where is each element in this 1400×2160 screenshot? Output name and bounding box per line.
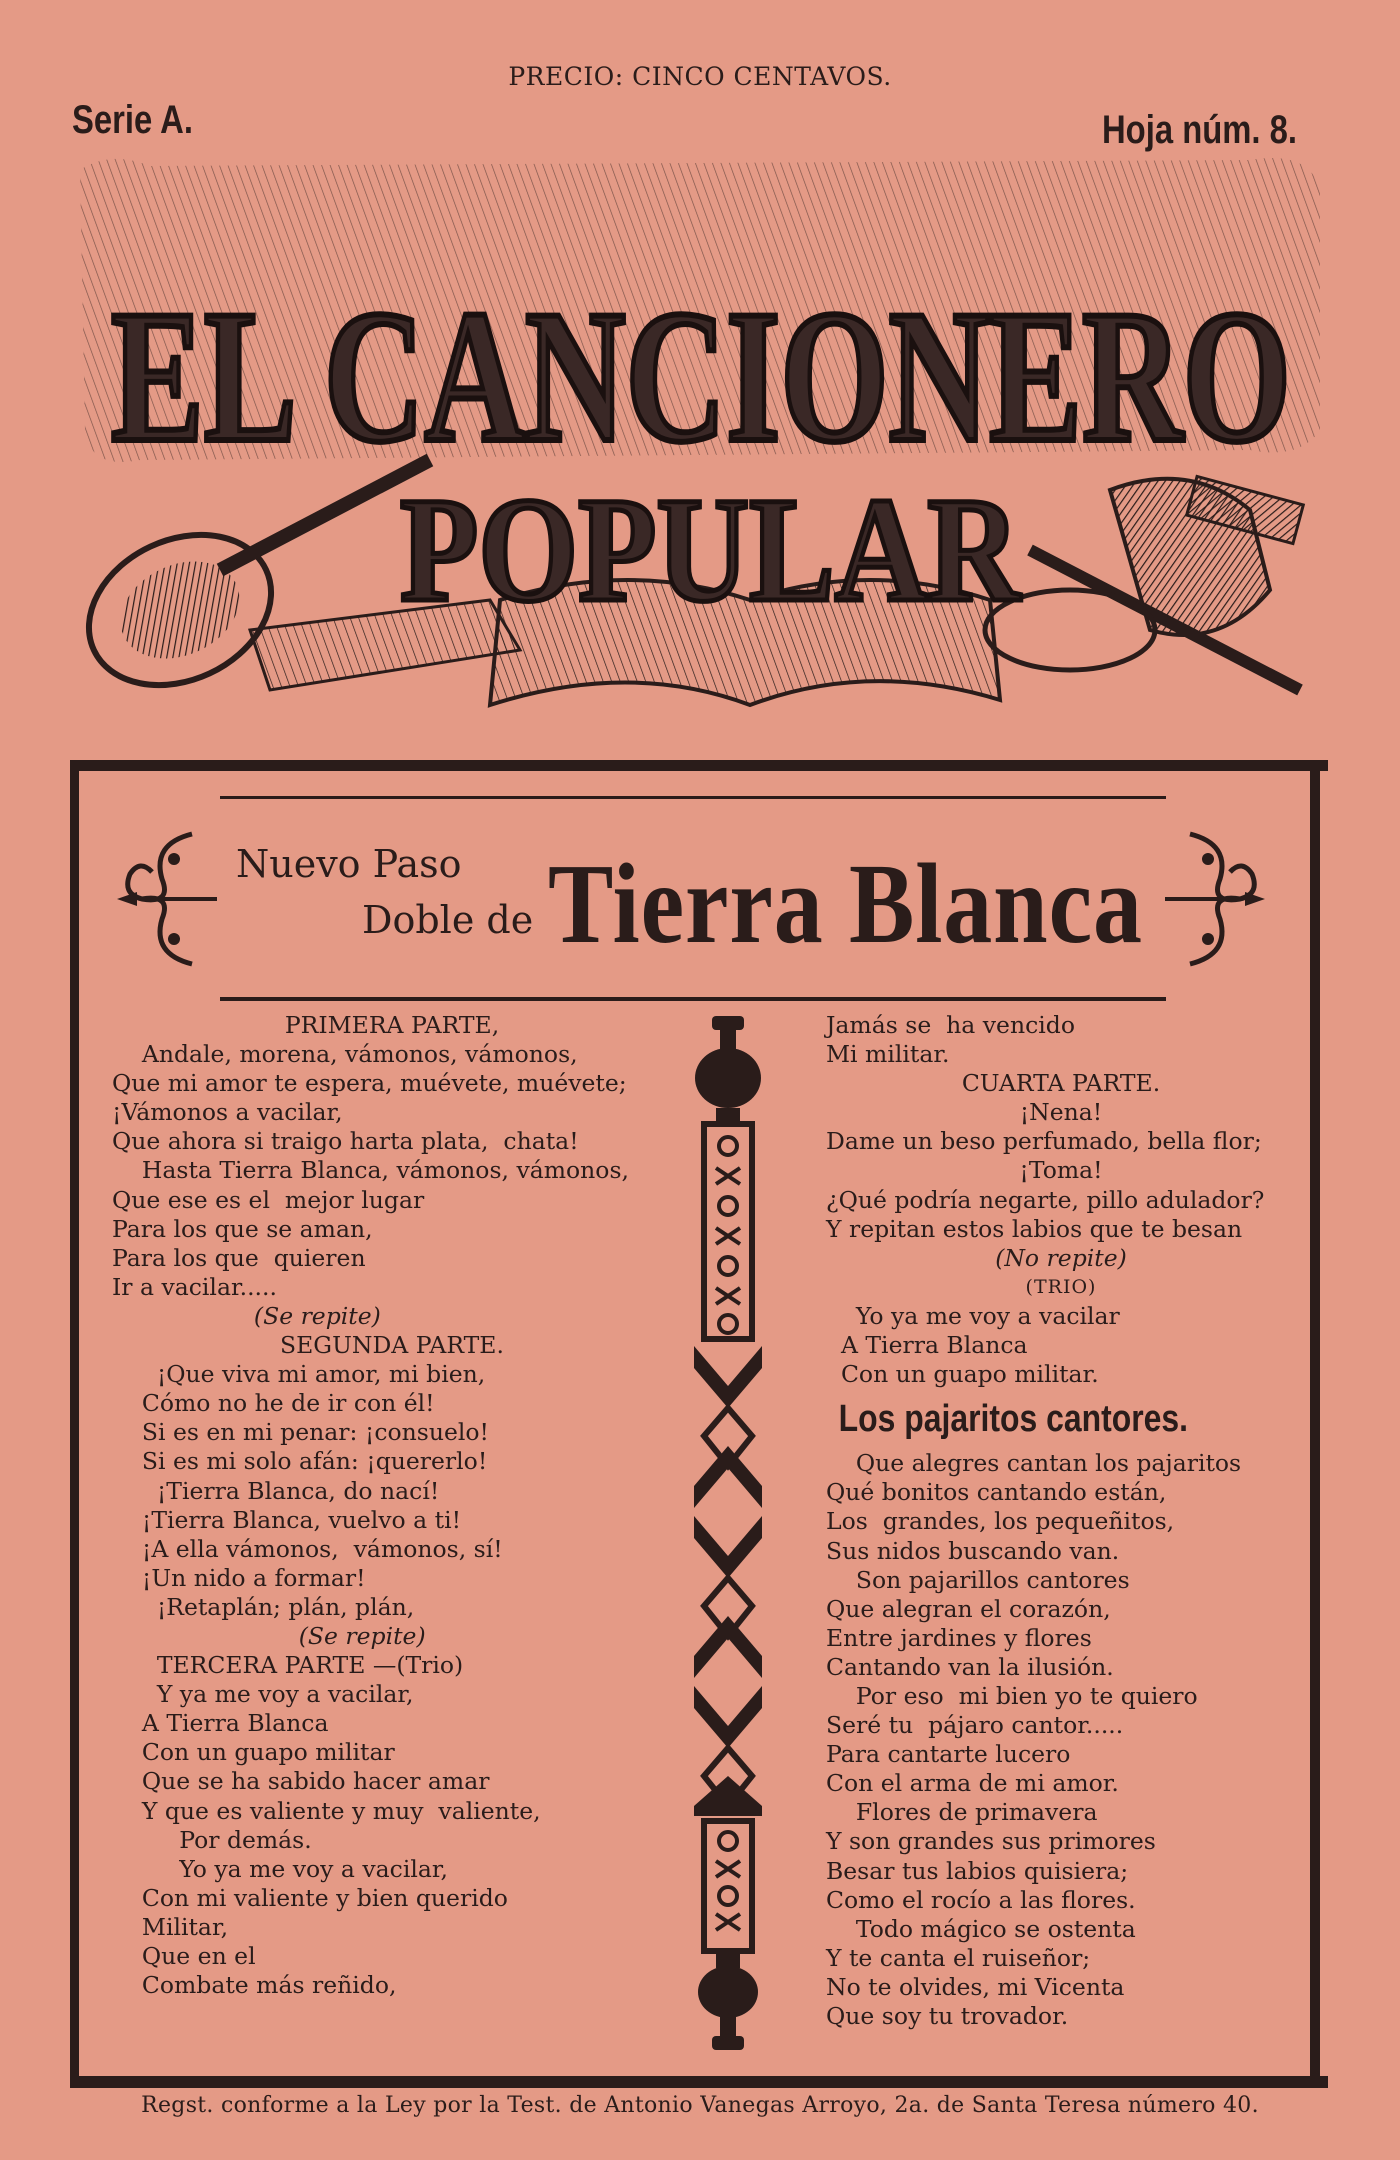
lyric-line: Y que es valiente y muy valiente,: [112, 1796, 541, 1825]
lyric-line: Militar,: [112, 1912, 229, 1941]
lyric-line: Y te canta el ruiseñor;: [826, 1943, 1091, 1972]
lyric-line: Andale, morena, vámonos, vámonos,: [112, 1040, 578, 1069]
lyric-line: Que alegran el corazón,: [826, 1594, 1111, 1623]
lyric-line: Qué bonitos cantando están,: [826, 1478, 1167, 1507]
frame-left-rule: [70, 770, 79, 2080]
lyric-line: Seré tu pájaro cantor.....: [826, 1711, 1124, 1740]
lyrics-right-column: [826, 1011, 1296, 2031]
lyric-line: Con un guapo militar: [112, 1738, 395, 1767]
lyric-line: Yo ya me voy a vacilar: [826, 1301, 1120, 1330]
lyric-line: TERCERA PARTE —(Trio): [112, 1651, 464, 1680]
subtitle-line-1: Nuevo Paso: [236, 842, 462, 886]
lyric-line: Si es en mi penar: ¡consuelo!: [112, 1418, 489, 1447]
lyric-line: Para los que quieren: [112, 1243, 366, 1272]
lyric-line: Y son grandes sus primores: [826, 1827, 1156, 1856]
lyric-line: Dame un beso perfumado, bella flor;: [826, 1127, 1262, 1156]
lyric-line: ¡Un nido a formar!: [112, 1563, 366, 1592]
lyric-line: Ir a vacilar.....: [112, 1272, 277, 1301]
lyric-line: Por demás.: [112, 1825, 312, 1854]
lyric-line: Con el arma de mi amor.: [826, 1769, 1119, 1798]
lyric-line: Combate más reñido,: [112, 1971, 397, 2000]
lyric-line: Y ya me voy a vacilar,: [112, 1680, 414, 1709]
lyric-line: Con un guapo militar.: [826, 1360, 1099, 1389]
lyric-line: Cómo no he de ir con él!: [112, 1389, 435, 1418]
lyric-line: Que se ha sabido hacer amar: [112, 1767, 490, 1796]
lyric-line: Hasta Tierra Blanca, vámonos, vámonos,: [112, 1156, 629, 1185]
lyric-line: Que alegres cantan los pajaritos: [826, 1449, 1242, 1478]
lyric-line: Yo ya me voy a vacilar,: [112, 1854, 448, 1883]
song-subtitle: [236, 836, 533, 948]
lyric-line: Que mi amor te espera, muévete, muévete;: [112, 1069, 627, 1098]
lyric-line: A Tierra Blanca: [826, 1331, 1028, 1360]
lyric-line: Besar tus labios quisiera;: [826, 1856, 1129, 1885]
lyric-line: Son pajarillos cantores: [826, 1565, 1130, 1594]
lyric-line: ¡A ella vámonos, vámonos, sí!: [112, 1534, 503, 1563]
lyric-line: ¡Que viva mi amor, mi bien,: [112, 1360, 486, 1389]
masthead-title-sub: POPULAR: [400, 467, 1022, 633]
lyric-line: ¡Nena!: [1019, 1098, 1103, 1127]
lyric-line: Flores de primavera: [826, 1798, 1098, 1827]
ornament-scroll-right-icon: [1160, 824, 1270, 974]
lyric-line: Como el rocío a las flores.: [826, 1885, 1136, 1914]
lyric-line: Con mi valiente y bien querido: [112, 1883, 508, 1912]
lyric-line: Mi militar.: [826, 1040, 950, 1069]
lyric-line: A Tierra Blanca: [112, 1709, 329, 1738]
lyric-line: Que ahora si traigo harta plata, chata!: [112, 1127, 579, 1156]
frame-right-rule: [1310, 770, 1320, 2080]
lyric-line: Todo mágico se ostenta: [826, 1914, 1136, 1943]
lyric-line: PRIMERA PARTE,: [284, 1011, 500, 1039]
lyric-line: ¡Tierra Blanca, do nací!: [112, 1476, 440, 1505]
series-label: Serie A.: [72, 98, 193, 142]
column-divider-ornament: [690, 1016, 766, 2052]
lyric-line: (Se repite): [112, 1621, 426, 1650]
lyric-line: Si es mi solo afán: ¡quererlo!: [112, 1447, 488, 1476]
lyric-line: Para cantarte lucero: [826, 1740, 1071, 1769]
lyric-line: ¡Toma!: [1019, 1156, 1103, 1185]
lyric-line: SEGUNDA PARTE.: [280, 1331, 504, 1360]
lyric-line: Cantando van la ilusión.: [826, 1652, 1114, 1681]
subtitle-line-2: Doble de: [362, 898, 534, 942]
lyric-line: Sus nidos buscando van.: [826, 1536, 1120, 1565]
lyric-line: ¿Qué podría negarte, pillo adulador?: [826, 1185, 1265, 1214]
lyric-line: (TRIO): [1025, 1275, 1097, 1298]
section-heading: Los pajaritos cantores.: [838, 1398, 1189, 1441]
lyrics-left-column: [112, 1011, 672, 2000]
lyric-line: Que en el: [112, 1942, 256, 1970]
lyric-line: ¡Vámonos a vacilar,: [112, 1098, 343, 1127]
masthead-illustration: [70, 130, 1332, 730]
frame-bottom-rule: [70, 2076, 1328, 2088]
song-title: Tierra Blanca: [548, 840, 1143, 967]
sheet-number: Hoja núm. 8.: [1102, 108, 1298, 152]
lyric-line: Y repitan estos labios que te besan: [826, 1214, 1243, 1243]
price-line: PRECIO: CINCO CENTAVOS.: [508, 62, 892, 91]
lyric-line: Jamás se ha vencido: [826, 1011, 1075, 1039]
ornament-scroll-left-icon: [112, 824, 222, 974]
lyric-line: Que ese es el mejor lugar: [112, 1185, 425, 1214]
registration-footer: Regst. conforme a la Ley por la Test. de Antonio Vanegas Arroyo, 2a. de Santa Teresa número 40.: [141, 2093, 1259, 2118]
lyric-line: No te olvides, mi Vicenta: [826, 1972, 1125, 2001]
lyric-line: ¡Retaplán; plán, plán,: [112, 1592, 415, 1621]
lyric-line: (Se repite): [112, 1301, 381, 1330]
lyric-line: Para los que se aman,: [112, 1214, 373, 1243]
lyric-line: ¡Tierra Blanca, vuelvo a ti!: [112, 1505, 462, 1534]
lyric-line: Entre jardines y flores: [826, 1623, 1092, 1652]
lyric-line: Que soy tu trovador.: [826, 2002, 1069, 2030]
lyric-line: Por eso mi bien yo te quiero: [826, 1681, 1198, 1710]
lyric-line: (No repite): [995, 1243, 1127, 1272]
lyric-line: CUARTA PARTE.: [961, 1069, 1161, 1098]
lyric-line: Los grandes, los pequeñitos,: [826, 1507, 1175, 1536]
frame-top-rule: [70, 760, 1328, 771]
masthead-title-main: EL CANCIONERO: [111, 272, 1291, 482]
